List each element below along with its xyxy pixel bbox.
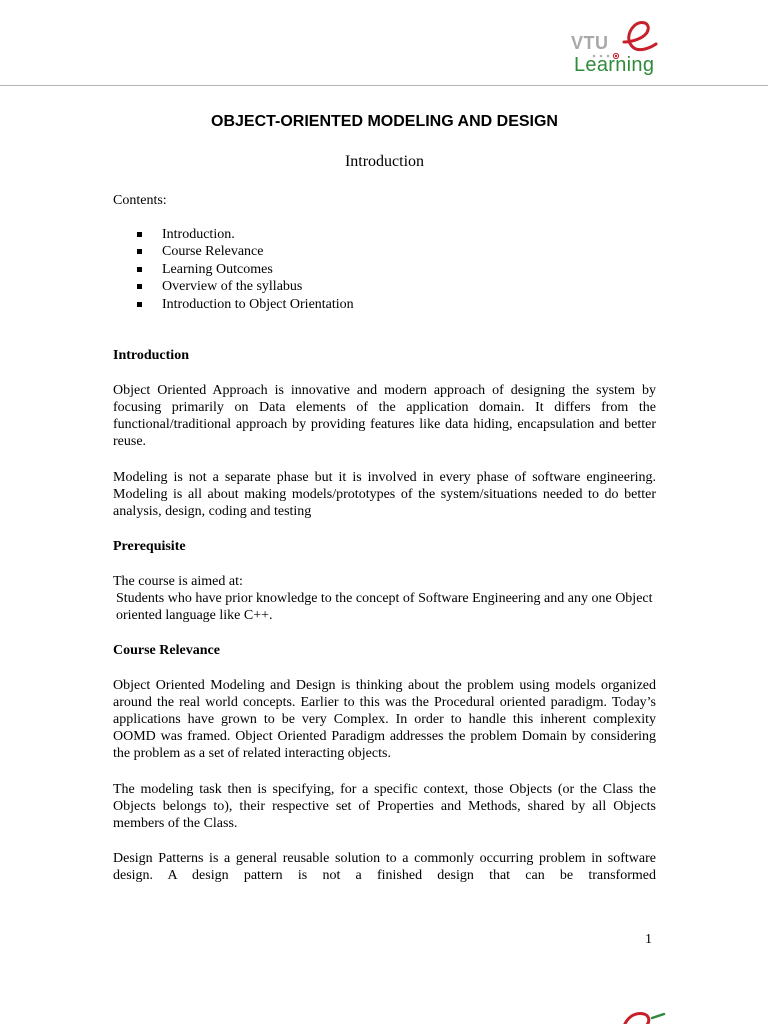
- list-item: Overview of the syllabus: [113, 278, 354, 295]
- logo-e-swoosh-icon: [616, 1004, 666, 1024]
- section-heading-course-relevance: Course Relevance: [113, 643, 220, 658]
- document-title: OBJECT-ORIENTED MODELING AND DESIGN: [211, 113, 558, 130]
- list-item: Learning Outcomes: [113, 261, 354, 278]
- square-bullet-icon: [137, 249, 142, 254]
- contents-label: Contents:: [113, 193, 167, 208]
- logo-e-swoosh-icon: [618, 18, 658, 56]
- vtu-e-learning-logo: [570, 16, 666, 82]
- list-item: Introduction to Object Orientation: [113, 296, 354, 313]
- logo-vtu-text: VTU: [571, 33, 609, 53]
- section-heading-introduction: Introduction: [113, 348, 189, 363]
- square-bullet-icon: [137, 302, 142, 307]
- paragraph: The modeling task then is specifying, for a specific context, those Objects (or the Class the Objects belongs to), their respective set of Properties and Methods, shared by all Objects members of the Class.: [113, 782, 656, 831]
- logo-learning-text: Learning: [574, 54, 655, 76]
- square-bullet-icon: [137, 284, 142, 289]
- prerequisite-detail: Students who have prior knowledge to the concept of Software Engineering and any one Object oriented language like C++.: [116, 591, 653, 623]
- footer-logo-partial: [616, 1004, 666, 1024]
- prerequisite-lead: The course is aimed at:: [113, 574, 243, 589]
- section-heading-prerequisite: Prerequisite: [113, 539, 186, 554]
- document-subtitle: Introduction: [344, 153, 425, 170]
- paragraph: Modeling is not a separate phase but it is involved in every phase of software engineering. Modeling is all about making models/prototypes of the system/situations needed to do better analysis, design, coding and testing: [113, 470, 656, 519]
- paragraph: Object Oriented Modeling and Design is thinking about the problem using models organized around the real world concepts. Earlier to this was the Procedural oriented paradigm. Today’s applications have grown to be very Complex. In order to handle this inherent complexity OOMD was framed. Object Oriented Paradigm addresses the problem Domain by considering the problem as a set of related interacting objects.: [113, 678, 656, 761]
- paragraph: Design Patterns is a general reusable solution to a commonly occurring problem in software design. A design pattern is not a finished design that can be transformed: [113, 851, 656, 883]
- page-header: [0, 0, 768, 86]
- contents-list: [113, 226, 354, 313]
- page-number: 1: [645, 932, 652, 947]
- square-bullet-icon: [137, 267, 142, 272]
- paragraph: Object Oriented Approach is innovative and modern approach of designing the system by focusing primarily on Data elements of the application domain. It differs from the functional/traditional approach by providing features like data hiding, encapsulation and better reuse.: [113, 383, 656, 449]
- list-item: Course Relevance: [113, 243, 354, 260]
- list-item: Introduction.: [113, 226, 354, 243]
- square-bullet-icon: [137, 232, 142, 237]
